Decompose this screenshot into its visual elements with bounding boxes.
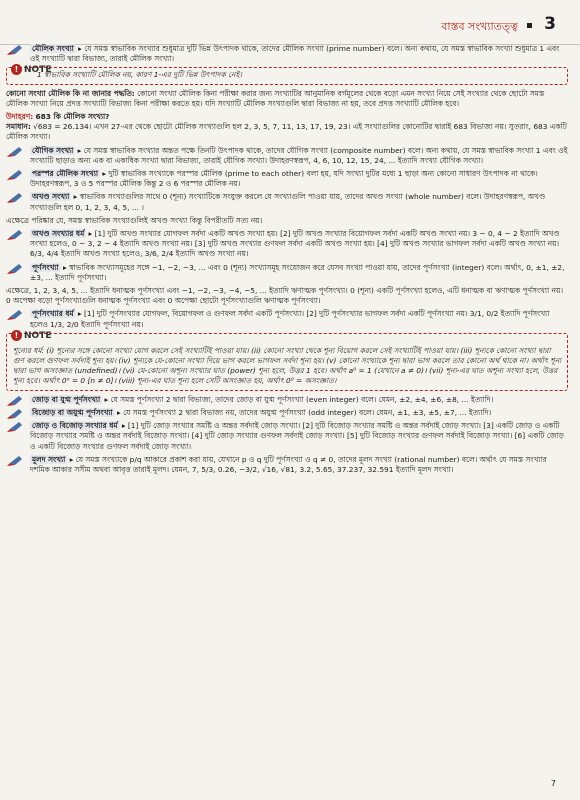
pencil-icon [6,43,26,57]
definition-text: ▸ দুটি স্বাভাবিক সংখ্যাকে পরস্পর মৌলিক (prime to each other) বলা হয়, যদি সংখ্যা দুটির মধ্যে 1 ছাড়া অন্য কোনো সাধারণ উৎপাদক না থাকে। উদাহরণস্বরূপ, 3 ও 5 পরস্পর মৌলিক কিন্তু 2 ও 6 পরস্পর মৌলিক নয়। [30,169,538,189]
definition-text: ▸ যে সমস্ত পূর্ণসংখ্যা 2 দ্বারা বিভাজ্য নয়, তাদের অযুগ্ম পূর্ণসংখ্যা (odd integer) বলে। যেমন, ±1, ±3, ±5, ±7, ... ইত্যাদি। [114,407,492,417]
note-box [6,67,568,84]
definition-text: ▸ [1] দুটি জোড় সংখ্যার সমষ্টি ও অন্তর সর্বদাই জোড় সংখ্যা। [2] দুটি বিজোড় সংখ্যার সমষ্টি ও অন্তর সর্বদাই জোড় সংখ্যা। [3] একটি জোড় ও একটি বিজোড় সংখ্যার সমষ্টি ও অন্তর সর্বদাই বিজোড় সংখ্যা। [4] দুটি জোড় সংখ্যার গুণফল সর্বদাই জোড় সংখ্যা। [5] দুটি বিজোড় সংখ্যার গুণফল সর্বদাই বিজোড় সংখ্যা। [6] একটি জোড় ও একটি বিজোড় সংখ্যার গুণফল সর্বদাই জোড় সংখ্যা। [30,421,564,451]
exclamation-icon: ! [11,330,22,341]
pencil-icon [6,145,26,159]
definition-text: ▸ যে সমস্ত সংখ্যাকে p/q আকারে প্রকাশ করা যায়, যেখানে p ও q দুটি পূর্ণসংখ্যা ও q ≠ 0, তাদের মূলদ সংখ্যা (rational number) বলে। অর্থাৎ যে সমস্ত সংখ্যার দশমিক আকার সসীম অথবা আবৃত্ত তারাই মূলদ। যেমন, 7, 5/3, 0.26, −3/2, √16, √81, 3.2, 5.65, 37.237, 32.591 ইত্যাদি মূলদ সংখ্যা। [30,454,547,474]
method-text: কোনো সংখ্যা মৌলিক কিনা পরীক্ষা করার জন্য সংখ্যাটির আনুমানিক বর্গমূলের থেকে বড়ো এমন সংখ্যা নিয়ে সেই সংখ্যার থেকে ছোটো সমস্ত মৌলিক সংখ্যা নিয়ে প্রদত্ত সংখ্যাটি বিভাজ্য কিনা পরীক্ষা করতে হয়। যদি সংখ্যাটি মৌলিক সংখ্যাগুলি দ্বারা বিভাজ্য না হয়, তবে প্রদত্ত সংখ্যাটি মৌলিক হবে। [6,88,545,108]
term-label: বিজোড় বা অযুগ্ম পূর্ণসংখ্যা [32,407,113,417]
coprime-definition [6,169,568,189]
pencil-icon [6,308,26,322]
note-text: 1 স্বাভাবিক সংখ্যাটি মৌলিক নয়, কারণ 1-এর দুটি ভিন্ন উৎপাদক নেই। [37,70,242,80]
definition-text: ▸ যে সমস্ত স্বাভাবিক সংখ্যার অন্তত পক্ষে তিনটি উৎপাদক থাকে, তাদের যৌগিক সংখ্যা (composite number) বলে। অন্য কথায়, যে সমস্ত স্বাভাবিক সংখ্যা 1 এবং ওই সংখ্যাটি ছাড়াও অন্য এক বা একাধিক সংখ্যা দ্বারা বিভাজ্য, তারাই যৌগিক সংখ্যা। উদাহরণস্বরূপ, 4, 6, 10, 12, 15, 24, ... ইত্যাদি সংখ্যা যৌগিক সংখ্যা। [30,145,568,165]
term-label: মূলদ সংখ্যা [32,454,66,464]
note-tag: ! NOTE [11,64,51,75]
pencil-icon [6,262,26,276]
note-text: শূন্যের ধর্ম: (i) শূন্যের সঙ্গে কোনো সংখ্যা যোগ করলে সেই সংখ্যাটিই পাওয়া যায়। (ii) কোনো সংখ্যা থেকে শূন্য বিয়োগ করলে সেই সংখ্যাটিই পাওয়া যায়। (iii) শূন্যকে কোনো সংখ্যা দ্বারা গুণ করলে গুণফল সর্বদাই শূন্য হয়। (iv) শূন্যকে যে-কোনো সংখ্যা দিয়ে ভাগ করলে ভাগফল সর্বদা শূন্য হয়। (v) কোনো সংখ্যাকে শূন্য দ্বারা ভাগ করলে তার কোনো অর্থ থাকে না। অর্থাৎ শূন্য দ্বারা ভাগ অসংজ্ঞাত (undefined)। (vi) যে-কোনো অশূন্য সংখ্যার ঘাত (power) শূন্য হলে, উত্তর 1 হবে। অর্থাৎ a⁰ = 1 (যেখানে a ≠ 0)। (vii) শূন্য-এর ঘাত অশূন্য সংখ্যা হলে, উত্তর শূন্য হবে। অর্থাৎ 0ⁿ = 0 [n ≠ 0]। (viii) শূন্য-এর ঘাত শূন্য হলে সেটি অসংজ্ঞাত হয়, অর্থাৎ 0⁰ = অসংজ্ঞাত। [13,345,562,386]
integer-properties [6,309,568,329]
term-label: মৌলিক সংখ্যা [32,44,74,53]
page-number: 3 [544,14,556,34]
note-tag: ! NOTE [11,330,51,341]
term-label: জোড় বা যুগ্ম পূর্ণসংখ্যা [32,394,101,404]
term-label: পূর্ণসংখ্যার ধর্ম [32,309,74,319]
composite-definition [6,146,568,166]
integer-remark: এক্ষেত্রে, 1, 2, 3, 4, 5, ... ইত্যাদি ধনাত্মক পূর্ণসংখ্যা এবং −1, −2, −3, −4, −5, ... ইত্যাদি ঋণাত্মক পূর্ণসংখ্যা। 0 (শূন্য) একটি পূর্ণসংখ্যা হলেও, এটি ধনাত্মক বা ঋণাত্মক পূর্ণসংখ্যা নয়। 0 অপেক্ষা বড়ো পূর্ণসংখ্যাগুলি ধনাত্মক পূর্ণসংখ্যা এবং 0 অপেক্ষা ছোটো পূর্ণসংখ্যাগুলি ঋণাত্মক পূর্ণসংখ্যা। [6,286,563,306]
page-content [6,44,568,478]
pencil-icon [6,191,26,205]
even-odd-properties [6,421,568,452]
solution-label: সমাধান: [6,122,31,132]
example-question: 683 কি মৌলিক সংখ্যা? [35,112,110,122]
footer-mark: 7 [550,779,556,788]
whole-number-definition [6,192,568,212]
method-heading: কোনো সংখ্যা মৌলিক কি না জানার পদ্ধতি: [6,88,135,98]
example-label: উদাহরণ: [6,112,34,122]
term-label: জোড় ও বিজোড় সংখ্যার ধর্ম [32,421,118,431]
term-label: পূর্ণসংখ্যা [32,262,59,272]
pencil-icon [6,454,26,468]
pencil-icon [6,168,26,182]
definition-text: ▸ স্বাভাবিক সংখ্যাগুলির সাথে 0 (শূন্য) সংখ্যাটিকে সংযুক্ত করলে যে সংখ্যাগুলি পাওয়া যায়, তাদের অখণ্ড সংখ্যা (whole number) বলে। উদাহরণস্বরূপ, অখণ্ড সংখ্যাগুলি হল 0, 1, 2, 3, 4, 5, ... । [30,192,546,212]
pencil-icon [6,420,26,434]
term-label: অখণ্ড সংখ্যা [32,192,70,202]
definition-text: ▸ [1] দুটি পূর্ণসংখ্যার যোগফল, বিয়োগফল ও গুণফল সর্বদা একটি পূর্ণসংখ্যা। [2] দুটি পূর্ণসংখ্যার ভাগফল সর্বদা একটি পূর্ণসংখ্যা নয়। 3/1, 0/2 ইত্যাদি পূর্ণসংখ্যা হলেও 1/3, 2/0 ইত্যাদি পূর্ণসংখ্যা নয়। [30,309,550,329]
pencil-icon [6,228,26,242]
integer-definition [6,263,568,283]
term-label: অখণ্ড সংখ্যার ধর্ম [32,229,85,239]
header-square-marker [527,23,532,28]
definition-text: ▸ [1] দুটি অখণ্ড সংখ্যার যোগফল সর্বদা একটি অখণ্ড সংখ্যা হয়। [2] দুটি অখণ্ড সংখ্যার বিয়োগফল সর্বদা একটি অখণ্ড সংখ্যা নয়। 3 − 0, 4 − 2 ইত্যাদি অখণ্ড সংখ্যা হলেও, 0 − 3, 2 − 4 ইত্যাদি অখণ্ড সংখ্যা নয়। [3] দুটি অখণ্ড সংখ্যার গুণফল সর্বদা একটি অখণ্ড সংখ্যা হয়। [4] দুটি অখণ্ড সংখ্যার ভাগফল সর্বদা একটি অখণ্ড সংখ্যা নয়। 6/3, 4/4 ইত্যাদি অখণ্ড সংখ্যা হলেও, 3/6, 2/4 ইত্যাদি অখণ্ড সংখ্যা নয়। [30,229,560,259]
term-label: যৌগিক সংখ্যা [32,145,74,155]
even-integer-definition [6,395,568,405]
chapter-title: বাস্তব সংখ্যাতত্ত্ব [441,20,518,33]
definition-text: ▸ যে সমস্ত পূর্ণসংখ্যা 2 দ্বারা বিভাজ্য, তাদের জোড় বা যুগ্ম পূর্ণসংখ্যা (even integer) বলে। যেমন, ±2, ±4, ±6, ±8, ... ইত্যাদি। [102,394,494,404]
prime-definition [6,44,568,64]
worked-example [6,112,568,143]
pencil-icon [6,394,26,408]
page-header [0,12,580,38]
zero-properties-note [6,330,568,391]
definition-text: ▸ স্বাভাবিক সংখ্যাসমূহের সঙ্গে −1, −2, −3, ... এবং 0 (শূন্য) সংখ্যাসমূহ সংযোজন করে যেসব সংখ্যা পাওয়া যায়, তাদের পূর্ণসংখ্যা (integer) বলে। অর্থাৎ, 0, ±1, ±2, ±3, ... ইত্যাদি পূর্ণসংখ্যা। [30,262,565,282]
term-label: পরস্পর মৌলিক সংখ্যা [32,169,98,179]
whole-number-remark: এক্ষেত্রে পরিষ্কার যে, সমস্ত স্বাভাবিক সংখ্যাগুলিই অখণ্ড সংখ্যা কিন্তু বিপরীতটি সত্য নয়। [6,215,263,225]
pencil-icon [6,407,26,421]
odd-integer-definition [6,408,568,418]
prime-test-method [6,89,568,109]
definition-text: ▸ যে সমস্ত স্বাভাবিক সংখ্যার শুধুমাত্র দুটি ভিন্ন উৎপাদক থাকে, তাদের মৌলিক সংখ্যা (prime number) বলে। অন্য কথায়, যে সমস্ত স্বাভাবিক সংখ্যা শুধুমাত্র 1 এবং ওই সংখ্যাটি দ্বারা বিভাজ্য, তারাই মৌলিক সংখ্যা। [30,44,560,64]
solution-text: √683 = 26.134। এখন 27-এর থেকে ছোটো মৌলিক সংখ্যাগুলি হল 2, 3, 5, 7, 11, 13, 17, 19, 23। এই সংখ্যাগুলির কোনোটির দ্বারাই 683 বিভাজ্য নয়। সুতরাং, 683 একটি মৌলিক সংখ্যা। [6,122,567,142]
exclamation-icon: ! [11,64,22,75]
rational-number-definition [6,455,568,475]
whole-number-properties [6,229,568,260]
